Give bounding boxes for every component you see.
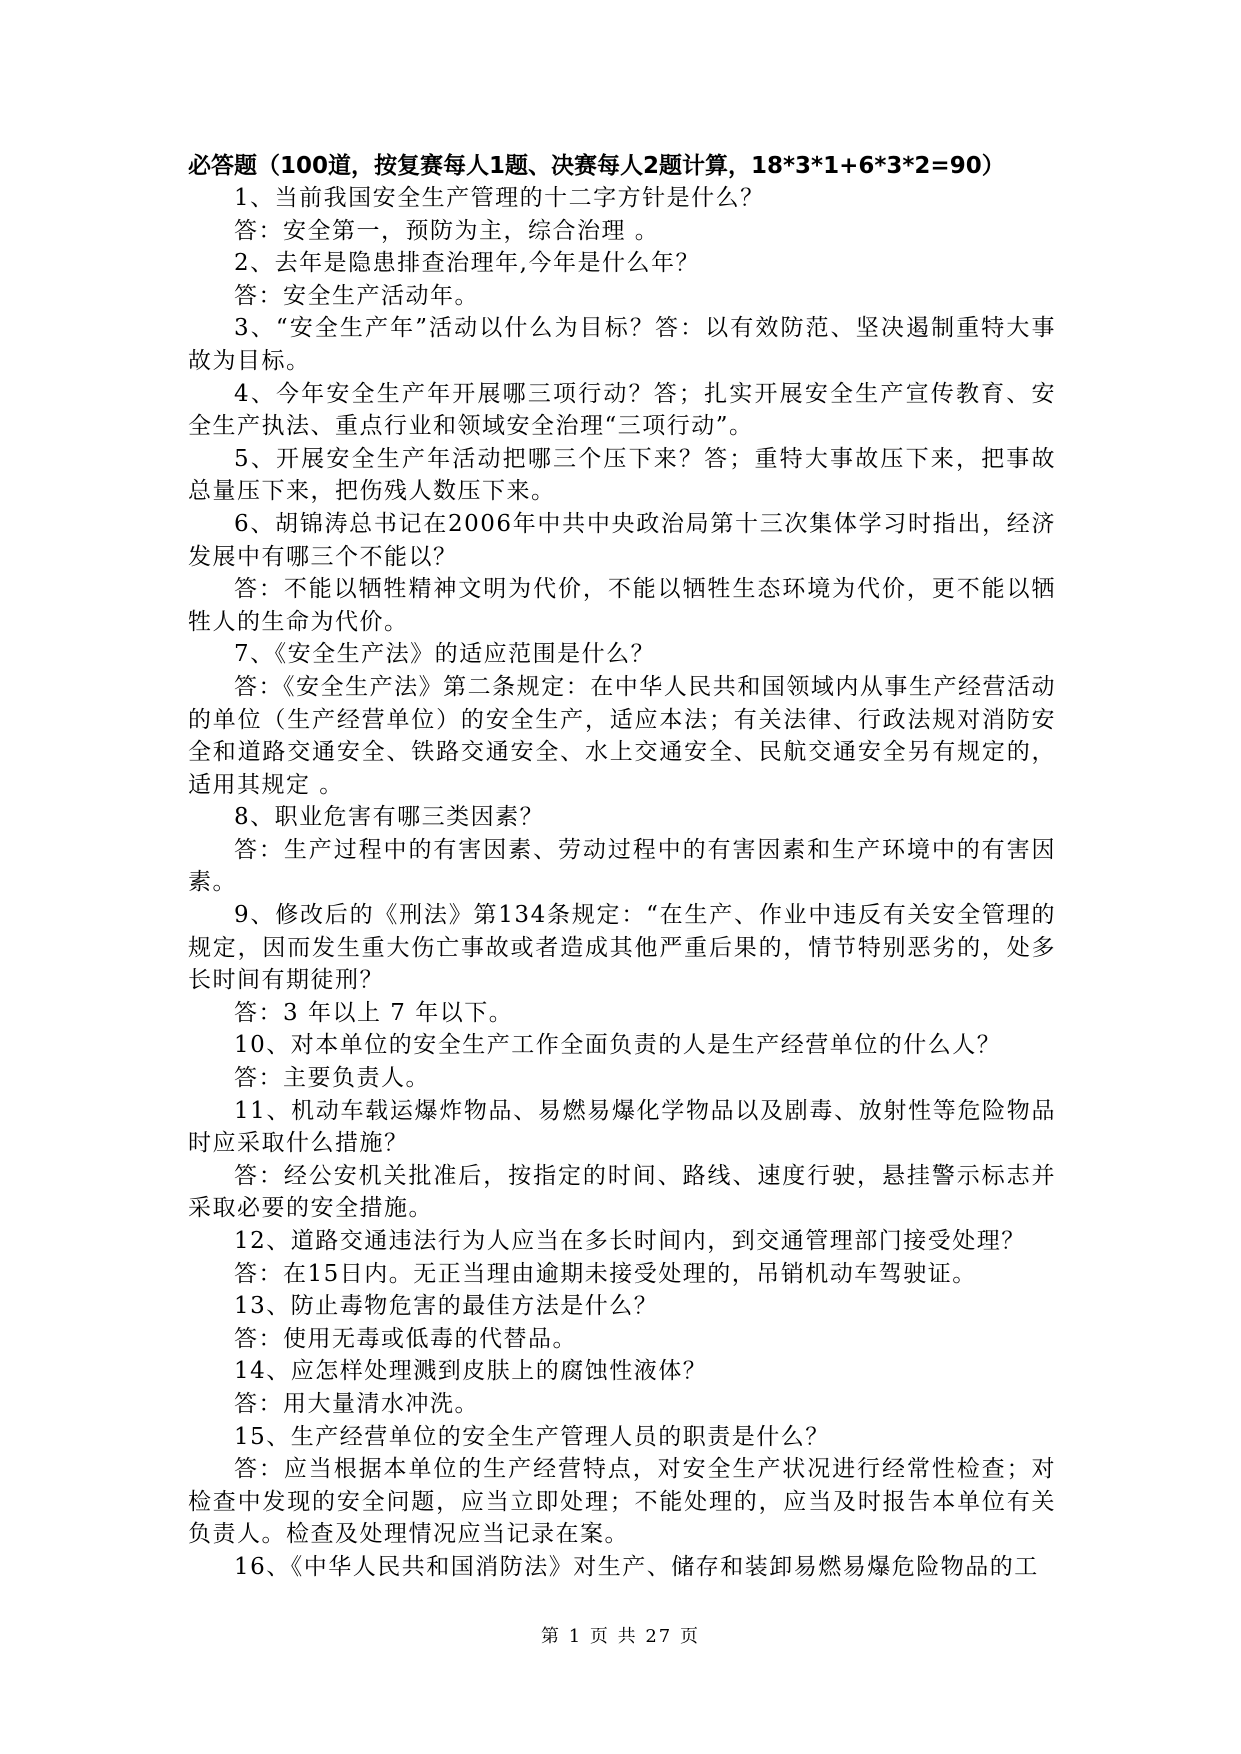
question-paragraph: 8、职业危害有哪三类因素？: [234, 804, 545, 831]
question-paragraph: 1、当前我国安全生产管理的十二字方针是什么？: [234, 185, 765, 211]
answer-paragraph: 答：安全生产活动年。: [234, 282, 479, 309]
question-paragraph: 6、胡锦涛总书记在2006年中共中央政治局第十三次集体学习时指出，经济发展中有哪三个不能以？: [188, 510, 1056, 570]
question-paragraph: 14、应怎样处理溅到皮肤上的腐蚀性液体？: [234, 1358, 708, 1385]
answer-paragraph: 答：主要负责人。: [234, 1065, 430, 1092]
answer-paragraph: 答：应当根据本单位的生产经营特点，对安全生产状况进行经常性检查；对检查中发现的安全问题，应当立即处理；不能处理的，应当及时报告本单位有关负责人。检查及处理情况应当记录在案。: [188, 1456, 1056, 1548]
question-paragraph: 15、生产经营单位的安全生产管理人员的职责是什么？: [234, 1423, 830, 1450]
question-paragraph: 4、今年安全生产年开展哪三项行动？答；扎实开展安全生产宣传教育、安全生产执法、重点行业和领域安全治理“三项行动”。: [188, 380, 1056, 440]
answer-paragraph: 答：《安全生产法》第二条规定：在中华人民共和国领域内从事生产经营活动的单位（生产经营单位）的安全生产，适应本法；有关法律、行政法规对消防安全和道路交通安全、铁路交通安全、水上交通安全、民航交通安全另有规定的，适用其规定 。: [188, 673, 1056, 798]
question-paragraph: 12、道路交通违法行为人应当在多长时间内，到交通管理部门接受处理？: [234, 1228, 1026, 1254]
question-paragraph: 11、机动车载运爆炸物品、易燃易爆化学物品以及剧毒、放射性等危险物品时应采取什么措施？: [188, 1097, 1056, 1157]
answer-paragraph: 答：用大量清水冲洗。: [234, 1390, 479, 1417]
question-paragraph: 3、“安全生产年”活动以什么为目标？答：以有效防范、坚决遏制重特大事故为目标。: [188, 315, 1056, 374]
question-paragraph: 16、《中华人民共和国消防法》对生产、储存和装卸易燃易爆危险物品的工: [234, 1553, 1039, 1580]
document-body: [188, 150, 1056, 1584]
answer-paragraph: 答：生产过程中的有害因素、劳动过程中的有害因素和生产环境中的有害因素。: [188, 836, 1056, 896]
answer-paragraph: 答：在15日内。无正当理由逾期未接受处理的，吊销机动车驾驶证。: [234, 1260, 977, 1287]
section-heading: 必答题（100道，按复赛每人1题、决赛每人2题计算，18*3*1+6*3*2=90）: [188, 153, 1005, 179]
question-paragraph: 5、开展安全生产年活动把哪三个压下来？答；重特大事故压下来，把事故总量压下来，把伤残人数压下来。: [188, 445, 1056, 505]
answer-paragraph: 答：安全第一，预防为主，综合治理 。: [234, 217, 660, 244]
question-list: [188, 182, 1056, 1584]
question-paragraph: 13、防止毒物危害的最佳方法是什么？: [234, 1293, 659, 1320]
answer-paragraph: 答：经公安机关批准后，按指定的时间、路线、速度行驶，悬挂警示标志并采取必要的安全措施。: [188, 1162, 1056, 1222]
page-footer: 第 1 页 共 27 页: [541, 1626, 700, 1647]
question-paragraph: 7、《安全生产法》的适应范围是什么？: [234, 641, 656, 668]
question-paragraph: 9、修改后的《刑法》第134条规定：“在生产、作业中违反有关安全管理的规定，因而发生重大伤亡事故或者造成其他严重后果的，情节特别恶劣的，处多长时间有期徒刑？: [188, 902, 1056, 994]
answer-paragraph: 答：不能以牺牲精神文明为代价，不能以牺牲生态环境为代价，更不能以牺牲人的生命为代价。: [188, 576, 1056, 635]
question-paragraph: 2、去年是隐患排查治理年,今年是什么年？: [234, 250, 700, 277]
question-paragraph: 10、对本单位的安全生产工作全面负责的人是生产经营单位的什么人？: [234, 1032, 1002, 1059]
answer-paragraph: 答：3 年以上 7 年以下。: [234, 999, 514, 1026]
answer-paragraph: 答：使用无毒或低毒的代替品。: [234, 1325, 577, 1352]
